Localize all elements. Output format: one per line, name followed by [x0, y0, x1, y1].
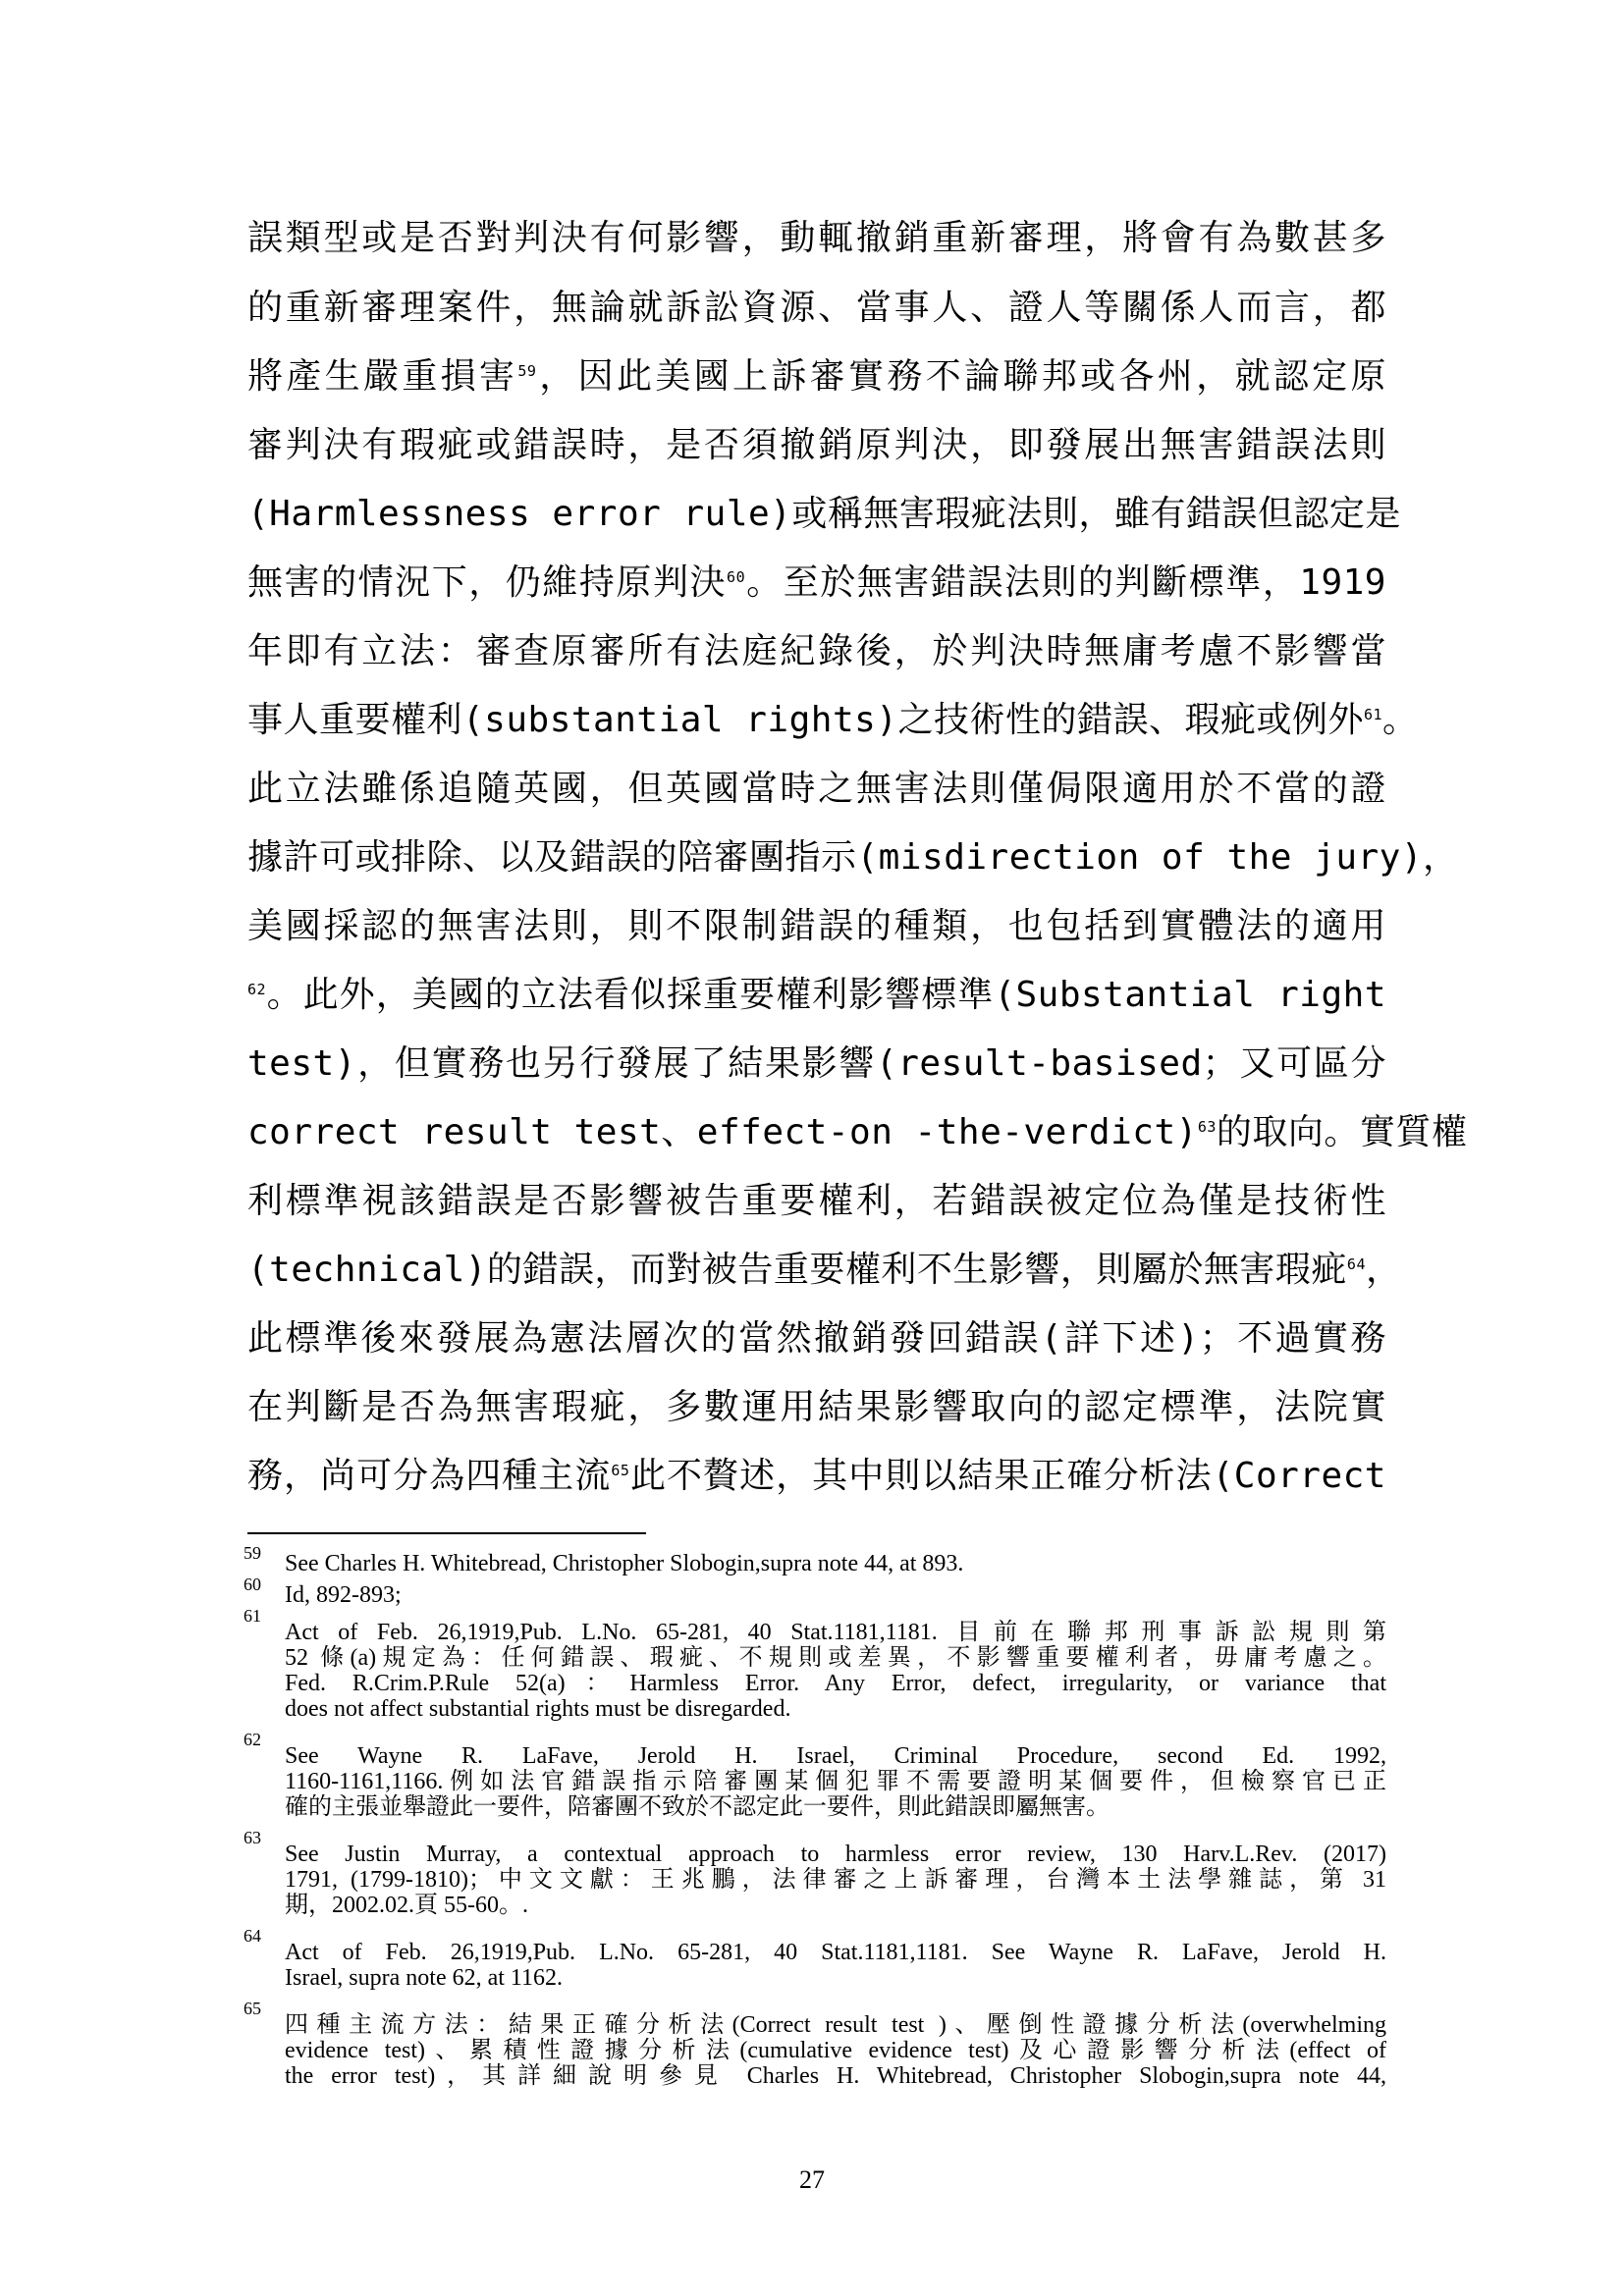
- body-line-11: 美國採認的無害法則，則不限制錯誤的種類，也包括到實體法的適用: [247, 906, 1386, 946]
- footnote-65-line-2: evidence test)、累積性證據分析法(cumulative evidence test)及心證影響分析法(effect of: [285, 2038, 1386, 2063]
- footnote-62-line-2: 1160-1161,1166.例如法官錯誤指示陪審團某個犯罪不需要證明某個要件，但檢察官已正: [285, 1769, 1386, 1794]
- body-line-17: 此標準後來發展為憲法層次的當然撤銷發回錯誤(詳下述)；不過實務: [247, 1318, 1386, 1359]
- body-line-3: 將產生嚴重損害$^{59}$，因此美國上訴審實務不論聯邦或各州，就認定原: [247, 356, 1386, 397]
- body-line-15: 利標準視該錯誤是否影響被告重要權利，若錯誤被定位為僅是技術性: [247, 1181, 1386, 1221]
- body-line-12: $^{62}$。此外，美國的立法看似採重要權利影響標準(Substantial right: [247, 975, 1386, 1015]
- body-line-14: correct result test、effect-on -the-verdict)$^{63}$的取向。實質權: [247, 1112, 1468, 1152]
- footnote-number-60: 60: [244, 1575, 261, 1594]
- footnote-number-65: 65: [244, 1999, 261, 2018]
- footnote-63-line-3: 期，2002.02.頁 55-60。.: [285, 1893, 528, 1918]
- body-line-19: 務，尚可分為四種主流$^{65}$此不贅述，其中則以結果正確分析法(Correct: [247, 1456, 1386, 1496]
- body-line-10: 據許可或排除、以及錯誤的陪審團指示(misdirection of the jury)，: [247, 837, 1459, 878]
- footnote-ref-62[interactable]: 62: [247, 981, 267, 998]
- footnote-separator: [247, 1532, 646, 1534]
- body-line-8: 事人重要權利(substantial rights)之技術性的錯誤、瑕疵或例外$^{61}$。: [247, 700, 1419, 740]
- footnote-59-text: See Charles H. Whitebread, Christopher Slobogin,supra note 44, at 893.: [285, 1551, 964, 1576]
- footnote-ref-60[interactable]: 60: [727, 568, 746, 586]
- body-line-9: 此立法雖係追隨英國，但英國當時之無害法則僅侷限適用於不當的證: [247, 769, 1386, 809]
- footnote-61-line-2: 52 條(a)規定為：任何錯誤、瑕疵、不規則或差異，不影響重要權利者，毋庸考慮之。: [285, 1645, 1386, 1671]
- body-line-13: test)，但實務也另行發展了結果影響(result-basised；又可區分: [247, 1043, 1386, 1084]
- footnote-63-line-1: See Justin Murray, a contextual approach to harmless error review, 130 Harv.L.Rev. (2017): [285, 1842, 1386, 1867]
- body-line-7: 年即有立法：審查原審所有法庭紀錄後，於判決時無庸考慮不影響當: [247, 631, 1386, 671]
- footnote-60-text: Id, 892-893;: [285, 1582, 402, 1608]
- footnote-ref-65[interactable]: 65: [611, 1462, 630, 1479]
- body-line-6: 無害的情況下，仍維持原判決$^{60}$。至於無害錯誤法則的判斷標準，1919: [247, 562, 1386, 603]
- body-line-1: 誤類型或是否對判決有何影響，動輒撤銷重新審理，將會有為數甚多: [247, 218, 1386, 258]
- footnote-64-line-1: Act of Feb. 26,1919,Pub. L.No. 65-281, 40 Stat.1181,1181. See Wayne R. LaFave, Jerold H.: [285, 1940, 1386, 1965]
- footnote-number-63: 63: [244, 1828, 261, 1847]
- footnote-ref-59[interactable]: 59: [517, 362, 537, 380]
- footnote-number-64: 64: [244, 1926, 261, 1946]
- footnote-number-61: 61: [244, 1606, 261, 1626]
- footnote-62-line-1: See Wayne R. LaFave, Jerold H. Israel, Criminal Procedure, second Ed. 1992,: [285, 1743, 1386, 1769]
- footnote-61-line-1: Act of Feb. 26,1919,Pub. L.No. 65-281, 40 Stat.1181,1181. 目前在聯邦刑事訴訟規則第: [285, 1620, 1386, 1645]
- body-line-18: 在判斷是否為無害瑕疵，多數運用結果影響取向的認定標準，法院實: [247, 1387, 1386, 1427]
- body-line-16: (technical)的錯誤，而對被告重要權利不生影響，則屬於無害瑕疵$^{64}$，: [247, 1250, 1402, 1290]
- footnote-ref-64[interactable]: 64: [1346, 1255, 1366, 1273]
- footnote-61-line-4: does not affect substantial rights must be disregarded.: [285, 1696, 791, 1722]
- footnote-number-59: 59: [244, 1543, 261, 1563]
- footnote-number-62: 62: [244, 1730, 261, 1749]
- footnote-ref-63[interactable]: 63: [1197, 1118, 1217, 1136]
- body-line-4: 審判決有瑕疵或錯誤時，是否須撤銷原判決，即發展出無害錯誤法則: [247, 425, 1386, 465]
- footnote-65-line-3: the error test)，其詳細說明參見 Charles H. Whitebread, Christopher Slobogin,supra note 44,: [285, 2063, 1386, 2089]
- body-line-5: (Harmlessness error rule)或稱無害瑕疵法則，雖有錯誤但認定是: [247, 494, 1401, 534]
- footnote-64-line-2: Israel, supra note 62, at 1162.: [285, 1965, 564, 1991]
- footnote-61-line-3: Fed. R.Crim.P.Rule 52(a)：Harmless Error. Any Error, defect, irregularity, or variance that: [285, 1671, 1386, 1696]
- body-line-2: 的重新審理案件，無論就訴訟資源、當事人、證人等關係人而言，都: [247, 288, 1386, 328]
- page-number: 27: [799, 2165, 825, 2194]
- footnote-ref-61[interactable]: 61: [1363, 706, 1383, 723]
- footnote-62-line-3: 確的主張並舉證此一要件，陪審團不致於不認定此一要件，則此錯誤即屬無害。: [285, 1794, 1110, 1820]
- footnote-65-line-1: 四種主流方法：結果正確分析法(Correct result test )、壓倒性證據分析法(overwhelming: [285, 2012, 1386, 2038]
- footnote-63-line-2: 1791, (1799-1810)；中文文獻：王兆鵬，法律審之上訴審理，台灣本土法學雜誌，第 31: [285, 1867, 1386, 1893]
